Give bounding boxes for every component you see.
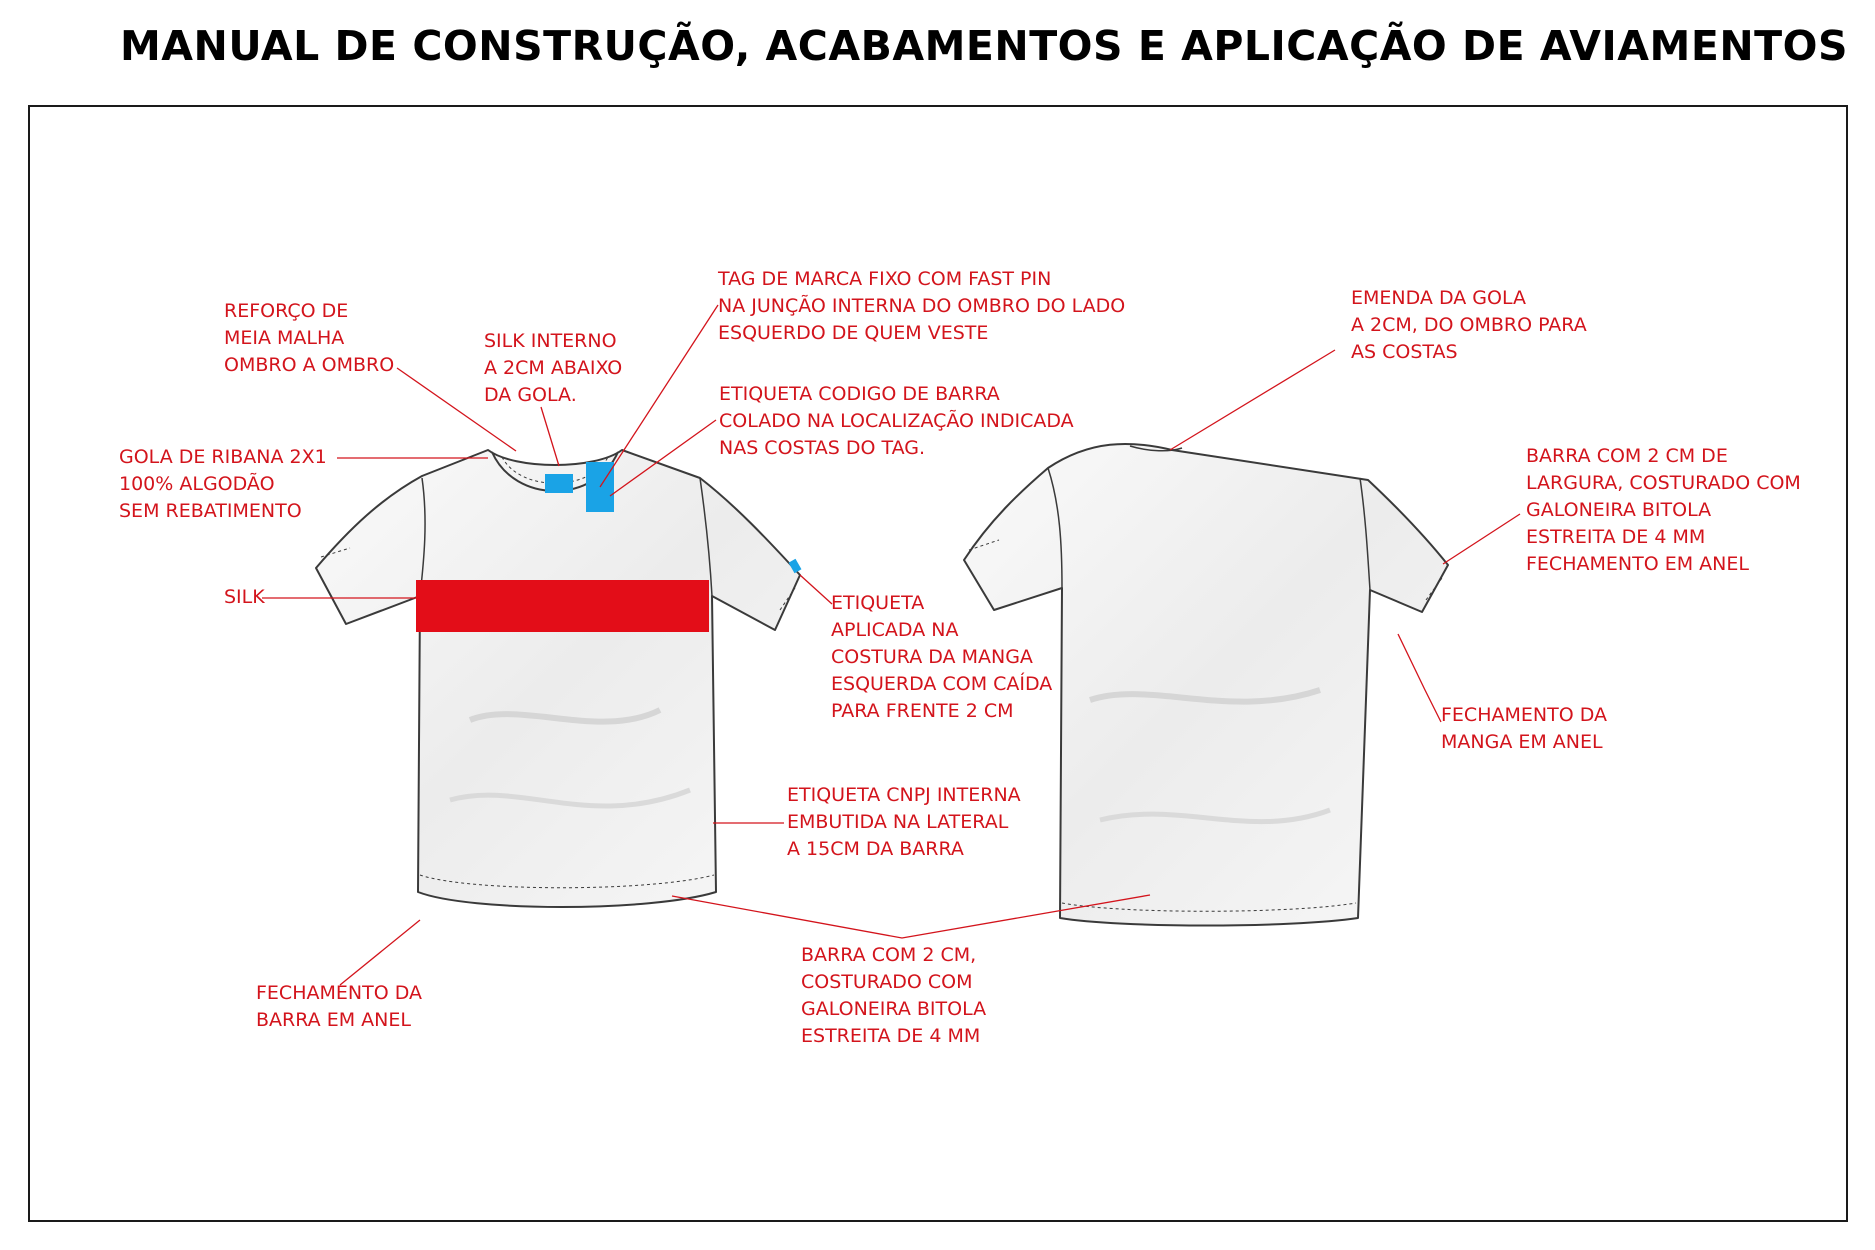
callout-line: GOLA DE RIBANA 2X1 bbox=[119, 446, 327, 468]
leader-etiqueta-manga bbox=[800, 575, 832, 604]
callout-line: GALONEIRA BITOLA bbox=[801, 998, 987, 1020]
callout-line: REFORÇO DE bbox=[224, 300, 349, 322]
callout-barra-frente bbox=[801, 942, 986, 1050]
callout-line: COLADO NA LOCALIZAÇÃO INDICADA bbox=[719, 410, 1074, 432]
front-tshirt-body bbox=[316, 450, 800, 907]
callout-line: COSTURA DA MANGA bbox=[831, 646, 1033, 668]
callout-line: OMBRO A OMBRO bbox=[224, 354, 395, 376]
callout-line: AS COSTAS bbox=[1351, 341, 1458, 363]
front-tshirt bbox=[316, 450, 801, 907]
callout-line: ETIQUETA CNPJ INTERNA bbox=[787, 784, 1021, 806]
callout-line: ETIQUETA bbox=[831, 592, 925, 614]
callout-line: LARGURA, COSTURADO COM bbox=[1526, 472, 1801, 494]
callout-etiqueta-cnpj bbox=[787, 782, 1021, 863]
leader-fechamento-barra bbox=[340, 920, 420, 985]
callout-line: ESTREITA DE 4 MM bbox=[801, 1025, 981, 1047]
callout-line: A 2CM, DO OMBRO PARA bbox=[1351, 314, 1587, 336]
leader-fechamento-manga bbox=[1398, 634, 1441, 722]
callout-line: FECHAMENTO DA bbox=[1441, 704, 1607, 726]
callout-line: ESQUERDO DE QUEM VESTE bbox=[718, 322, 989, 344]
callout-etiqueta-manga bbox=[831, 590, 1052, 725]
callout-line: EMENDA DA GOLA bbox=[1351, 287, 1526, 309]
silk-band bbox=[416, 580, 709, 632]
callout-fechamento-barra bbox=[256, 980, 422, 1034]
leader-emenda-gola bbox=[1170, 350, 1335, 450]
callout-line: BARRA COM 2 CM, bbox=[801, 944, 977, 966]
leader-silk-interno bbox=[541, 407, 559, 466]
callout-line: A 2CM ABAIXO bbox=[484, 357, 623, 379]
callout-line: ETIQUETA CODIGO DE BARRA bbox=[719, 383, 1000, 405]
callout-line: SILK INTERNO bbox=[484, 330, 617, 352]
callout-line: A 15CM DA BARRA bbox=[787, 838, 964, 860]
callout-line: APLICADA NA bbox=[831, 619, 959, 641]
callout-line: BARRA EM ANEL bbox=[256, 1009, 411, 1031]
callout-line: SILK bbox=[224, 586, 265, 608]
leader-barra-manga bbox=[1443, 514, 1520, 564]
callout-line: MEIA MALHA bbox=[224, 327, 345, 349]
callout-line: MANGA EM ANEL bbox=[1441, 731, 1603, 753]
callout-line: FECHAMENTO DA bbox=[256, 982, 422, 1004]
callout-line: SEM REBATIMENTO bbox=[119, 500, 302, 522]
callout-etiqueta-codigo bbox=[719, 381, 1074, 462]
callout-line: NAS COSTAS DO TAG. bbox=[719, 437, 926, 459]
callout-line: DA GOLA. bbox=[484, 384, 577, 406]
callout-reforco bbox=[224, 298, 394, 379]
callout-line: ESQUERDA COM CAÍDA bbox=[831, 673, 1053, 695]
callout-fechamento-manga bbox=[1441, 702, 1607, 756]
page-title: MANUAL DE CONSTRUÇÃO, ACABAMENTOS E APLICAÇÃO DE AVIAMENTOS bbox=[120, 22, 1848, 70]
callout-line: PARA FRENTE 2 CM bbox=[831, 700, 1014, 722]
callout-line: EMBUTIDA NA LATERAL bbox=[787, 811, 1009, 833]
callout-line: ESTREITA DE 4 MM bbox=[1526, 526, 1706, 548]
callout-line: FECHAMENTO EM ANEL bbox=[1526, 553, 1749, 575]
callout-line: TAG DE MARCA FIXO COM FAST PIN bbox=[718, 268, 1052, 290]
callout-line: COSTURADO COM bbox=[801, 971, 973, 993]
callout-line: GALONEIRA BITOLA bbox=[1526, 499, 1712, 521]
callout-line: 100% ALGODÃO bbox=[119, 473, 275, 495]
callout-silk-interno bbox=[484, 328, 622, 409]
callout-barra-manga bbox=[1526, 443, 1801, 578]
internal-silk-label bbox=[545, 474, 573, 493]
callout-tag-marca bbox=[718, 266, 1125, 347]
callout-line: BARRA COM 2 CM DE bbox=[1526, 445, 1728, 467]
callout-silk bbox=[224, 584, 265, 611]
callout-gola bbox=[119, 444, 327, 525]
callout-line: NA JUNÇÃO INTERNA DO OMBRO DO LADO bbox=[718, 295, 1126, 317]
callout-emenda-gola bbox=[1351, 285, 1587, 366]
